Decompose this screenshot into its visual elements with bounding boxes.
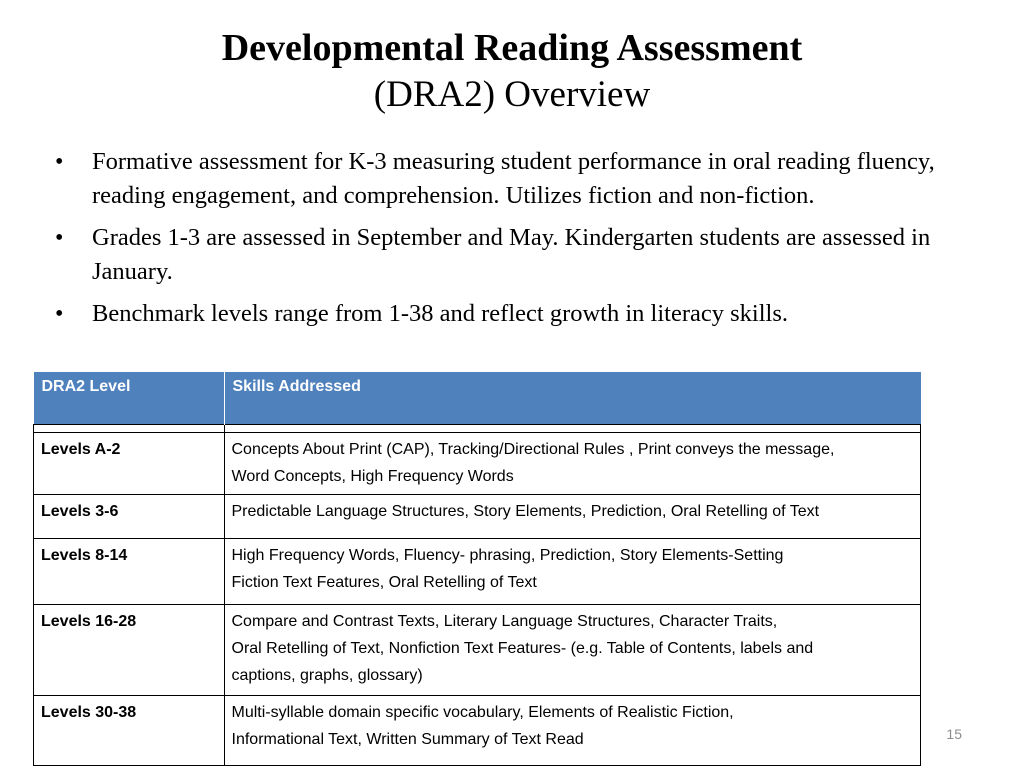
table-row (34, 539, 921, 605)
title-main: Developmental Reading Assessment (221, 27, 803, 69)
table-row (34, 696, 921, 766)
slide-title (0, 24, 1024, 118)
skills-line: Informational Text, Written Summary of Text Read (231, 731, 584, 748)
bullet-icon: • (55, 301, 64, 327)
header-skills: Skills Addressed (224, 372, 921, 425)
bullet-item (52, 297, 952, 331)
skills-line: Multi-syllable domain specific vocabulary, Elements of Realistic Fiction, (231, 704, 734, 721)
level-cell: Levels A-2 (34, 433, 225, 495)
level-cell: Levels 30-38 (34, 696, 225, 766)
skills-line: Predictable Language Structures, Story Elements, Prediction, Oral Retelling of Text (231, 503, 820, 520)
skills-line: Word Concepts, High Frequency Words (231, 468, 514, 485)
page-number: 15 (946, 726, 962, 742)
skills-cell (224, 539, 921, 605)
skills-line: Fiction Text Features, Oral Retelling of Text (231, 574, 537, 591)
skills-line: Compare and Contrast Texts, Literary Language Structures, Character Traits, (231, 613, 778, 630)
skills-cell (224, 495, 921, 539)
table-header-row (34, 372, 921, 425)
bullet-icon: • (55, 225, 64, 251)
level-cell: Levels 3-6 (34, 495, 225, 539)
bullet-item (52, 145, 952, 213)
level-cell: Levels 8-14 (34, 539, 225, 605)
table-row (34, 433, 921, 495)
skills-cell (224, 433, 921, 495)
bullet-text: Benchmark levels range from 1-38 and reflect growth in literacy skills. (92, 300, 788, 327)
dra2-levels-table (33, 372, 921, 766)
table-row (34, 495, 921, 539)
skills-cell (224, 696, 921, 766)
bullet-item (52, 221, 952, 289)
level-cell: Levels 16-28 (34, 605, 225, 696)
skills-line: captions, graphs, glossary) (231, 667, 423, 684)
title-subtitle: (DRA2) Overview (373, 74, 651, 115)
table-row (34, 605, 921, 696)
bullet-text: Grades 1-3 are assessed in September and May. Kindergarten students are assessed in January. (92, 224, 931, 285)
header-level: DRA2 Level (34, 372, 225, 425)
bullet-list (52, 145, 952, 339)
skills-line: Concepts About Print (CAP), Tracking/Directional Rules , Print conveys the message, (231, 441, 835, 458)
bullet-icon: • (55, 149, 64, 175)
table-spacer (34, 425, 921, 433)
bullet-text: Formative assessment for K-3 measuring student performance in oral reading fluency, reading engagement, and comprehension. Utilizes fiction and non-fiction. (92, 148, 935, 209)
skills-cell (224, 605, 921, 696)
skills-line: High Frequency Words, Fluency- phrasing, Prediction, Story Elements-Setting (231, 547, 784, 564)
skills-line: Oral Retelling of Text, Nonfiction Text Features- (e.g. Table of Contents, labels and (231, 640, 814, 657)
